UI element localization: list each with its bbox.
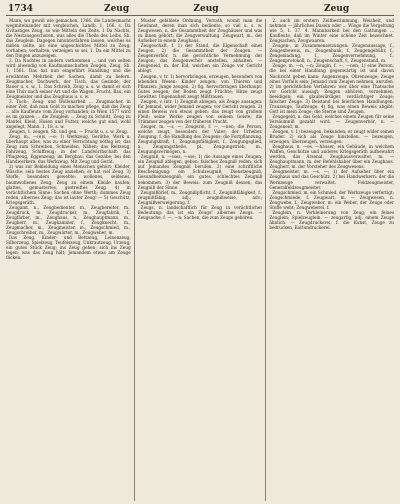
dictionary-entry: Zeuger, m. —s, —; Zeugerin, f. —, —nen; die Person, welche zeugt, besonders der Vater; der Urheber. Zeugung, f. die Handlung des Zeugens; die Fortpflanzung. Zeugungskraft, f., Zeugungsfähigkeit, f., Zeugungsglied, n., Zeugungstheile, pl., Zeugungstrieb, m., Zeugungsvermögen, n. (137, 123, 263, 155)
dictionary-entry: 2. auch im erstern Zeitbestimmung, Weisheit, und nehmen — jährliches Dasein oder ... Wiege die Vergeltung wie 5, 1. 37. 4. Mannbarkeit bei den Gattungen ... Kaufleute, daß im Winter eine schöne Zeit bezeichnet. Zeugsachen, Zeugwaaren. (269, 18, 395, 44)
right-column-title: Zeug (324, 4, 350, 14)
middle-column-title: Zeug (193, 4, 219, 14)
dictionary-entry: Zeugen, v. 1) bezeugen, bekunden; er zeugt wider seinen Bruder. 2) sich als Zeuge hinstellen. — bezeugen, erzeugen, überzeugen, verzeugen. (269, 129, 395, 145)
dictionary-entry: Zeugen, v. intr. 1) Zeugniß ablegen, als Zeuge aussagen: für Jemand, wider Jemand zeugen; vor Gericht zeugen. 2) einen Beweis von etwas geben: das zeugt von großem Fleiß; seine Werke zeugen von seinem Geiste; die Trümmer zeugen von der früheren Pracht. (137, 98, 263, 124)
column-divider (265, 19, 266, 501)
dictionary-entry: Zeugnißbrief, m., Zeugnißpflicht, f., Zeugnißfähigkeit, f., zeugnißfähig, adj.; zeugnißweise, adv.; Zeugnißverweigerung, f. (137, 189, 263, 205)
dictionary-entry: Zeuge, m. —n, —n; Zeugin, f. —, —nen; 1) eine Person, die bei einer Handlung gegenwärtig ist und davon Nachricht geben kann: Augenzeuge, Ohrenzeuge; Zeuge eines Vorfalls sein; Jemand zum Zeugen nehmen, anrufen. 2) im gerichtlichen Verfahren: wer über eine Thatsache vor Gericht aussagt; Zeugen abhören, vernehmen, beeidigen; ein glaubwürdiger, verdächtiger Zeuge; falscher Zeuge. 3) Beistand bei feierlichen Handlungen: Trauzeuge, Taufzeuge. 4) fig. was einen Beweis abgibt: Gott ist mein Zeuge; die Sterne sind Zeugen. (269, 63, 395, 114)
dictionary-entry: Zeugniß, n. —sses, —sse; 1) die Aussage eines Zeugen; ein Zeugniß ablegen, geben; falsches Zeugniß reden; sich auf Jemandes Zeugniß berufen. 2) eine schriftliche Bescheinigung: ein Schulzeugniß, Dienstzeugniß, Gesundheitszeugniß; ein gutes, schlechtes Zeugniß bekommen. 3) der Beweis: zum Zeugniß dessen; das Zeugniß der Sinne. (137, 154, 263, 190)
dictionary-entry: 3. Tuch-, Zeug- und Wollenarbeit ... Zeugmacher, in einer Zeit, daß man Gold zu machen pflege, daß das Zeug ... alle Kaufleute vom Zeug vorhanden; in Wien 1577 wird es im ganzen ... die Zeuglein ... Zeug zu Schnitt, Zeug zu Mantel, Kleid, Hosen und Futter, welche gut sind, wohl angelegt, Mann. 1. 18, s. w. (6, 98, 131, 129)
dictionary-entry: Zeugs, n. landschaftlich für Zeug in verächtlicher Bedeutung: das ist ein Zeugs! albernes Zeugs. — Zeugsache, f. —, —n; Sachen, die zum Zeuge gehören. (137, 204, 263, 220)
dictionary-entry: Zeugschmied, m. ein Schmied, der Werkzeuge verfertigt; Zeugschmiede, f. Zeugwart, m. — Zeugwesen, n. Zeugwebe, f.; Zeugweber, m. ein Weber, der Zeuge oder Stoffe webt; Zeugweberei, f. (269, 189, 395, 210)
dictionary-entry: Zeug, m., —(e)s, —e; 1) Werkzeug, Geräthe, Werk u. überhaupt alles, was zu einer Verrichtung nöthig ist; das Zeug zum Schreiben, Schneiden, Nähen; das Reitzeug, Fahrzeug, Schiffzeug; in der Landwirthschaft: das Pflugzeug, Eggenzeug; im Bergbau: das Gezähe; bei den Handwerkern: das Werkzeug. Mit Zeug und Gerät. (6, 134, 131, 165)
dictionary-entry: Zeugen-, in Zusammensetzungen: Zeugenaussage, f., Zeugenbeweis, m., Zeugenbank, f., Zeugengebühr, f., Zeugenladung, f., Zeugenvernehmung, f., Zeugenprotokoll, n., Zeugenschaft, f., Zeugenstand, m. (269, 43, 395, 64)
dictionary-entry: Zeuglein, n. Verkleinerung von Zeug; ein feines Zeuglein; Spielzeuglein. — zeugartig, adj. einem Zeuge ähnlich. — Zeugdruckerei, f. die Kunst, Zeuge zu bedrucken, Kattundruckerei. (269, 209, 395, 230)
dictionary-entry: 2. Da Nachtes in andern vorkommen ... und von selten wird alwendig von Kaufmannschaften Zeugen, Zeug, Sb. 1, 1561. Das hat nun eingeführt Handlung und die erwähnten Mehrheit der Sachen, damit zu liefern. Zeugmacher, Dachwerk, der Tisch, das Gesinde, der Bauer u. s. w., 1. Das Schreib, Zeug u. s. w. damit er sich eine Thür nach seiner Art und die Wagen, Frucht, Bau, ein Zeugmeister und das Zeughaus u. s. w. (6, 58, 131, 99)
dictionary-entry: Zeughaus, n. —es, —häuser; ein Gebäude, in welchem Waffen, Geschütze und anderes Kriegsgeräth aufbewahrt werden, das Arsenal. Zeughausverwalter, m. — Zeughauptmann, m. der Befehlshaber über ein Zeughaus. Zeugherr, m. der Vorsteher des Zeugwesens. (269, 144, 395, 170)
dictionary-entry: Zeugen, v. tr. 1) hervorbringen, erzeugen, besonders von lebenden Wesen: Kinder zeugen; von Thieren und Pflanzen: Junge zeugen. 2) fig. hervorbringen überhaupt: Gutes zeugen; der Boden zeugt Früchte; Hitze zeugt Gewitter. Ungenauheit zeugt Mißtrauen. (137, 73, 263, 99)
dictionary-entry: Zeugen, 1. zeugen, Sb. und gen. — Frucht u. s. w. Zeug. (9, 129, 129, 135)
text-column-right (269, 18, 394, 502)
dictionary-entry: Zeugamt, n., Zeugbedienter, m., Zeugbereiter, m., Zeugdruck, m., Zeugdrucker, m., Zeugfabrik, f., Zeugfärber, m., Zeughaus, n., Zeughauptmann, m., Zeugherr, m., Zeugkammer, f., Zeugknecht, m., Zeugmacher, m., Zeugmeister, m., Zeugschmied, m., Zeugschreiber, m., Zeugwärter, m., Zeugweber, m. (6, 204, 131, 235)
text-column-middle (138, 18, 263, 502)
text-columns (6, 18, 394, 502)
left-column-title: Zeug (104, 4, 130, 14)
running-header (6, 3, 394, 15)
dictionary-entry: Zeugeschaft, f. 1) der Stand, die Eigenschaft eines Zeugen. 2) die Gesammtheit der Zeugen. — Zeugenverhör, n. die gerichtliche Vernehmung der Zeugen; das Zeugenverhör anstellen, abhalten. — Zeugeneid, m. der Eid, welchen ein Zeuge vor Gericht ablegt. (137, 43, 263, 74)
dictionary-entry: Mann, wo gewiß wie gemachen, 1366. die Landesmacht wegmiteinander mit vergleichen, Landb. 1, 166. s. Da Gvitastiges Zeug, so wie Mitteln des Zeits. 1 Da Nachts, die Nestausgeschoren, was alles die Theile des Leibs, Sb. das Zeuglein. Dagegen hinunterfahren lassen, welches es mißen sollte, als eine ungeschicktes Mittel zu Zeug; vorhaben; verhalten, verzeigen so sei, 1. Da ein Mittel zu den Dingen anzuzeigen. (6, 18, 131, 59)
dictionary-entry: Muster gebildete Ordnung, Vorrath, womit man die Gewinnst, deren man sich bediente, so viel u. s. w. Zeugwesen, n. die Gesammtheit der Zeughäuser und was zu ihnen gehört; die Zeugverwaltung. Zeugwart, m., der Aufseher in einem Zeughaus. (137, 18, 263, 44)
page-number: 1734 (8, 4, 34, 14)
dictionary-entry: Zeugegeld, n. das Geld, welches einem Zeugen für seine Versäumniß gezahlt wird. — Zeugenverhör, n. — Zeugeneid, m. (269, 113, 395, 129)
dictionary-entry: Zeugmeister, m. —s, —; 1) der Aufseher über ein Zeughaus und das Geschütz. 2) bei Handwerkern: der die Werkzeuge verwaltet. Feldzeugmeister, Generalfeldzeugmeister. (269, 169, 395, 190)
column-divider (134, 19, 135, 501)
header-rule (6, 15, 394, 16)
dictionary-entry: Das Zeug, Kinder- und Bettzeug, Leinenzeug, Silberzeug, Spielzeug, Teufelszeug, Unkrautzeug, Urzeug; ein gutes Stück Zeug; ins Zeug gehen; sich ins Zeug legen; was das Zeug hält; Jemandem etwas am Zeuge flicken. (6, 235, 131, 261)
dictionary-entry: 2) was zur Bekleidung eines Menschen gehört; Kleider, Wäsche; sein bestes Zeug anziehen; er hat viel Zeug. 3) Stoffe, besonders gewebte: wollenes, seidenes, baumwollenes Zeug; Zeug zu einem Kleide kaufen; glattes, gemustertes, gestreiftes Zeug. 4) in verächtlichem Sinne: Sachen ohne Werth; dummes Zeug reden, albernes Zeug; das ist lauter Zeug! — 5) Geschütz, Kriegsgeräth. (6, 164, 131, 205)
text-column-left (6, 18, 131, 502)
